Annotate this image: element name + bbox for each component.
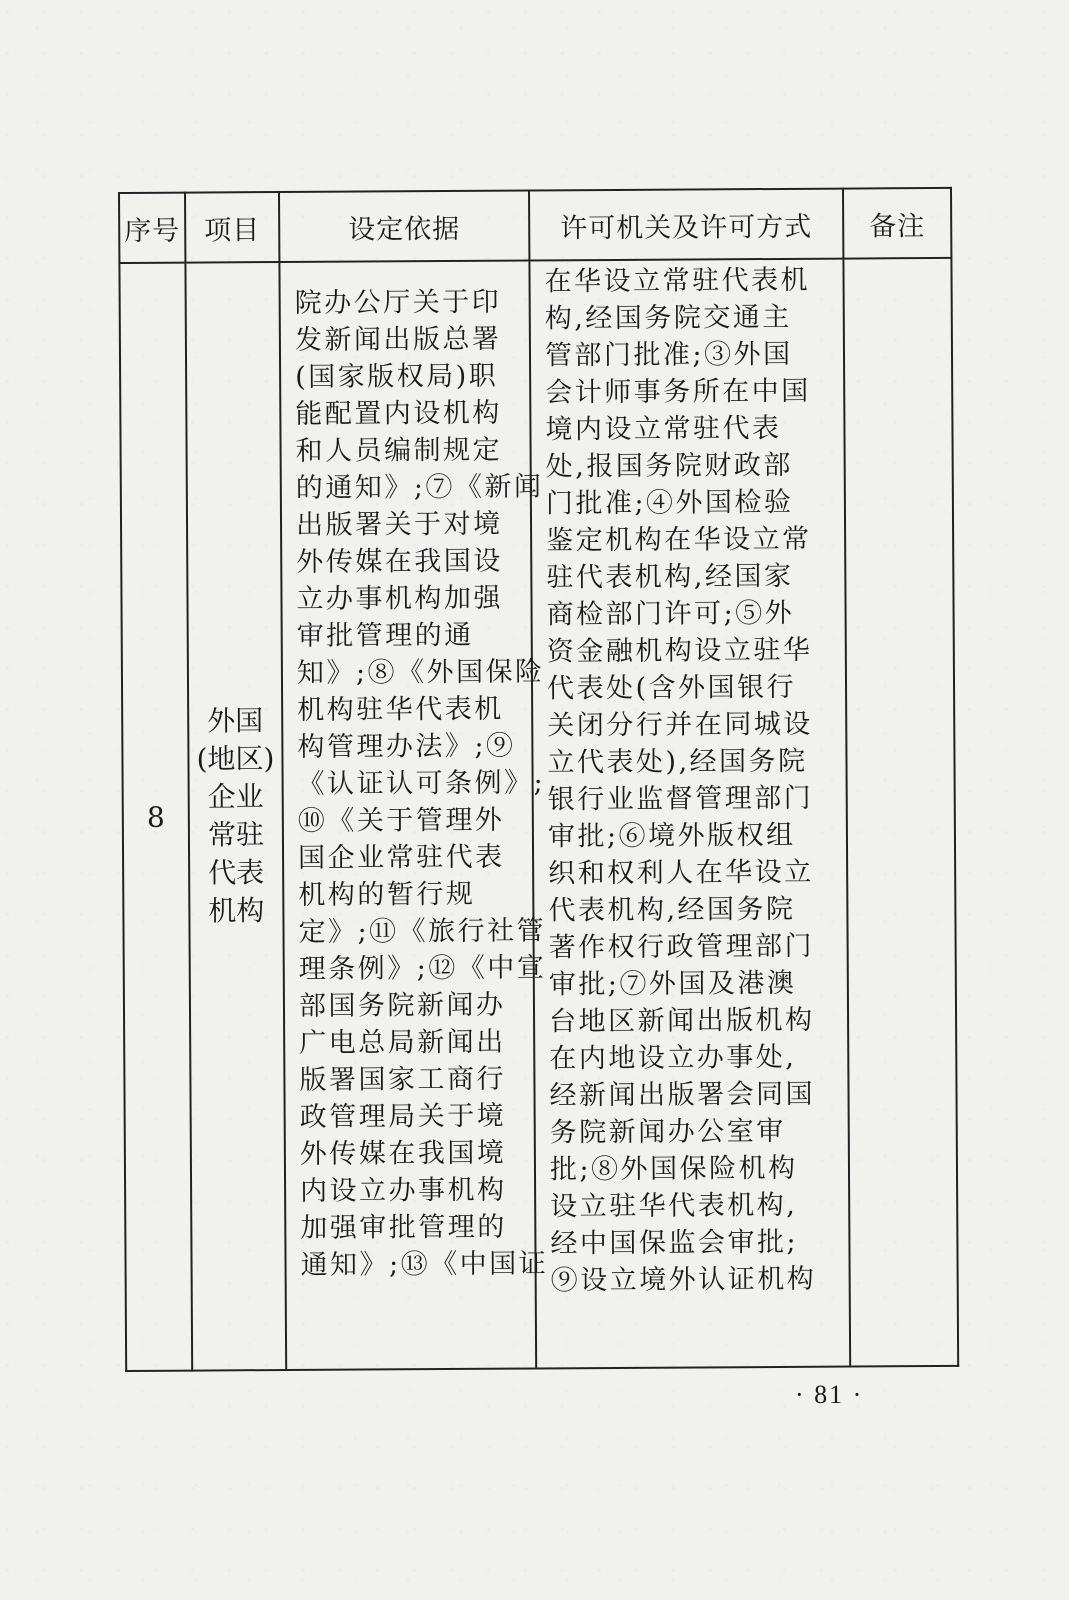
basis-text-line: 版署国家工商行 bbox=[299, 1063, 507, 1096]
page-number: · 81 · bbox=[795, 1380, 864, 1409]
authority-text-line: 关闭分行并在同城设 bbox=[547, 708, 813, 742]
authority-text-line: 经新闻出版署会同国 bbox=[549, 1078, 816, 1112]
basis-text-line: 内设立办事机构 bbox=[300, 1174, 507, 1207]
authority-text-line: 经中国保监会审批; bbox=[550, 1226, 799, 1260]
basis-text-line: 机构驻华代表机 bbox=[297, 693, 504, 726]
basis-text-line: 院办公厅关于印 bbox=[294, 286, 502, 319]
basis-text-line: 通知》;⑬《中国证 bbox=[300, 1248, 549, 1281]
basis-text-line: 国企业常驻代表 bbox=[297, 841, 505, 874]
authority-text-line: 鉴定机构在华设立常 bbox=[546, 523, 812, 557]
authority-text-line: 会计师事务所在中国 bbox=[545, 375, 811, 409]
authority-text-line: 台地区新闻出版机构 bbox=[548, 1004, 815, 1038]
basis-text-line: 审批管理的通 bbox=[296, 619, 474, 652]
authority-text-line: 银行业监督管理部门 bbox=[547, 782, 814, 816]
basis-text-line: 能配置内设机构 bbox=[295, 397, 502, 430]
authority-text-line: 立代表处),经国务院 bbox=[547, 745, 808, 779]
authority-text-line: 著作权行政管理部门 bbox=[548, 930, 815, 964]
basis-text-line: 定》;⑪《旅行社管 bbox=[298, 915, 547, 948]
authority-text-line: 审批;⑦外国及港澳 bbox=[548, 967, 797, 1001]
cell-remark bbox=[843, 258, 958, 1367]
basis-text-line: 《认证认可条例》; bbox=[297, 767, 546, 800]
cell-authority bbox=[529, 259, 850, 1369]
basis-text-line: 和人员编制规定 bbox=[295, 434, 503, 467]
authority-text-line: 管部门批准;③外国 bbox=[544, 338, 793, 372]
authority-text-line: 境内设立常驻代表 bbox=[545, 412, 782, 446]
authority-text-line: 在华设立常驻代表机 bbox=[544, 264, 811, 298]
header-basis: 设定依据 bbox=[279, 190, 529, 262]
basis-text-line: ⑩《关于管理外 bbox=[297, 804, 505, 837]
authority-text-line: 批;⑧外国保险机构 bbox=[549, 1152, 798, 1186]
cell-item: 外国 (地区) 企业 常驻 代表 机构 bbox=[185, 262, 286, 1371]
header-item: 项目 bbox=[185, 192, 279, 263]
basis-text-line: 理条例》;⑫《中宣 bbox=[298, 952, 547, 985]
authority-text-line: 驻代表机构,经国家 bbox=[546, 560, 794, 594]
basis-text-line: 广电总局新闻出 bbox=[299, 1026, 506, 1059]
header-remark: 备注 bbox=[843, 188, 951, 259]
basis-text-line: 知》;⑧《外国保险 bbox=[296, 656, 545, 689]
authority-text-line: 代表处(含外国银行 bbox=[546, 671, 797, 705]
authority-text-line: 商检部门许可;⑤外 bbox=[546, 597, 795, 631]
authority-text-line: 织和权利人在华设立 bbox=[548, 856, 814, 890]
basis-text-line: 政管理局关于境 bbox=[299, 1100, 507, 1133]
authority-text-line: 设立驻华代表机构, bbox=[550, 1189, 798, 1223]
authority-text-line: 门批准;④外国检验 bbox=[545, 486, 794, 520]
authority-text-line: ⑨设立境外认证机构 bbox=[550, 1263, 817, 1297]
authority-text-line: 代表机构,经国务院 bbox=[548, 893, 796, 927]
basis-text-line: 机构的暂行规 bbox=[298, 878, 476, 911]
authority-text-line: 资金融机构设立驻华 bbox=[546, 634, 813, 668]
authority-text-line: 在内地设立办事处, bbox=[549, 1041, 797, 1075]
authority-text-line: 务院新闻办公室审 bbox=[549, 1115, 786, 1149]
basis-text-line: 加强审批管理的 bbox=[300, 1211, 507, 1244]
basis-text-line: 立办事机构加强 bbox=[296, 582, 504, 615]
basis-text-line: (国家版权局)职 bbox=[295, 360, 499, 393]
authority-text-line: 审批;⑥境外版权组 bbox=[547, 819, 796, 853]
authority-text-line: 处,报国务院财政部 bbox=[545, 449, 793, 483]
permit-table bbox=[118, 187, 959, 1372]
table-row bbox=[119, 258, 958, 1371]
basis-text-line: 外传媒在我国境 bbox=[299, 1137, 507, 1170]
basis-text-line: 出版署关于对境 bbox=[295, 508, 503, 541]
basis-text-line: 部国务院新闻办 bbox=[298, 989, 506, 1022]
header-index: 序号 bbox=[119, 193, 185, 263]
header-authority: 许可机关及许可方式 bbox=[529, 189, 843, 261]
basis-text-line: 外传媒在我国设 bbox=[296, 545, 503, 578]
basis-text-line: 发新闻出版总署 bbox=[294, 323, 502, 356]
cell-index: 8 bbox=[119, 263, 192, 1371]
authority-text-line: 构,经国务院交通主 bbox=[544, 301, 792, 335]
cell-basis bbox=[279, 260, 549, 1370]
basis-text-line: 的通知》;⑦《新闻 bbox=[295, 471, 544, 504]
basis-text-line: 构管理办法》;⑨ bbox=[297, 730, 516, 763]
table-header-row bbox=[119, 188, 951, 263]
